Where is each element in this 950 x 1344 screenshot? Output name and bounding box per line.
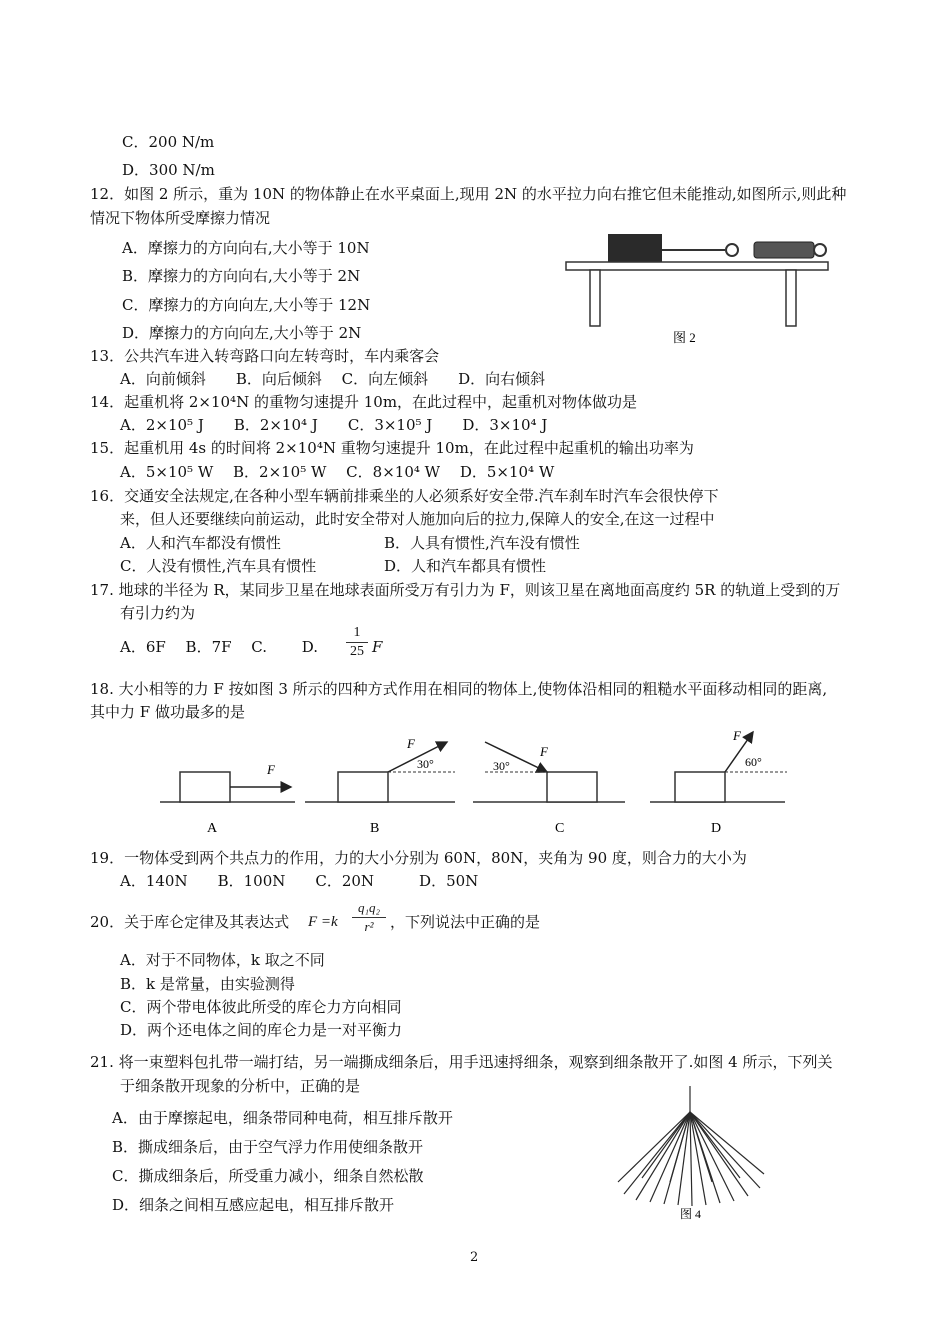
figure-4-label: 图 4 (680, 1207, 702, 1221)
q14-options: A．2×10⁵ J B．2×10⁴ J C．3×10⁵ J D．3×10⁴ J (120, 416, 548, 434)
q15-options: A．5×10⁵ W B．2×10⁵ W C．8×10⁴ W D．5×10⁴ W (120, 463, 555, 481)
q18-stem-line2: 其中力 F 做功最多的是 (90, 703, 245, 721)
diagram-label-d: D (711, 821, 722, 836)
q21-stem-line1: 21. 将一束塑料包扎带一端打结，另一端撕成细条后，用手迅速捋细条，观察到细条散开了.如图 4 所示，下列关 (90, 1053, 833, 1071)
diagram-label-c: C (555, 821, 565, 836)
table-leg-left (590, 270, 600, 326)
q16-option-a: A．人和汽车都没有惯性 (120, 534, 281, 552)
spring-scale-ring (814, 244, 826, 256)
table-top (566, 262, 828, 270)
diagram-a (160, 762, 295, 836)
q12-option-a: A．摩擦力的方向向右,大小等于 10N (122, 239, 370, 257)
angle-label-b: 30° (417, 757, 434, 771)
q20-formula-numerator: q₁q₂ (357, 900, 381, 915)
diagram-label-b: B (370, 821, 380, 836)
q19-stem: 19．一物体受到两个共点力的作用，力的大小分别为 60N，80N，夹角为 90 度，则合力的大小为 (90, 849, 747, 867)
q16-option-b: B．人具有惯性,汽车没有惯性 (384, 534, 580, 552)
strip-bundle (618, 1086, 764, 1206)
q17-stem-line1: 17. 地球的半径为 R，某同步卫星在地球表面所受万有引力为 F，则该卫星在离地面高度约 5R 的轨道上受到的万 (90, 581, 841, 599)
page-number: 2 (470, 1250, 479, 1265)
q12-option-d: D．摩擦力的方向向左,大小等于 2N (122, 324, 362, 342)
q20-formula-denominator: r² (364, 919, 374, 934)
q21-option-d: D．细条之间相互感应起电，相互排斥散开 (112, 1196, 395, 1214)
q12-stem-line2: 情况下物体所受摩擦力情况 (90, 209, 271, 227)
force-label-d: F (733, 728, 741, 743)
angle-label-c: 30° (493, 759, 510, 773)
force-label-c: F (540, 744, 548, 759)
q16-option-d: D．人和汽车都具有惯性 (384, 557, 547, 575)
force-label-b: F (407, 736, 415, 751)
force-label-a: F (267, 762, 275, 777)
table-leg-right (786, 270, 796, 326)
q20-option-c: C．两个带电体彼此所受的库仑力方向相同 (120, 998, 402, 1016)
q13-stem: 13．公共汽车进入转弯路口向左转弯时，车内乘客会 (90, 347, 440, 365)
q20-stem-pre: 20．关于库仑定律及其表达式 (90, 913, 290, 931)
q14-stem: 14．起重机将 2×10⁴N 的重物匀速提升 10m，在此过程中，起重机对物体做功是 (90, 393, 638, 411)
q20-option-b: B．k 是常量，由实验测得 (120, 975, 295, 993)
q17-options: A．6F B．7F C. D. (120, 638, 319, 656)
q12-option-c: C．摩擦力的方向向左,大小等于 12N (122, 296, 371, 314)
spring-scale (754, 242, 814, 258)
q17-fraction-denominator: 25 (350, 644, 364, 659)
spring-scale-hook (726, 244, 738, 256)
angle-label-d: 60° (745, 755, 762, 769)
q21-option-c: C．撕成细条后，所受重力减小，细条自然松散 (112, 1167, 424, 1185)
q16-stem-line2: 来，但人还要继续向前运动，此时安全带对人施加向后的拉力,保障人的安全,在这一过程中 (120, 510, 715, 528)
q21-option-b: B．撕成细条后，由于空气浮力作用使细条散开 (112, 1138, 424, 1156)
diagram-b (305, 736, 455, 836)
fraction-bar (352, 917, 386, 918)
fraction-bar (346, 642, 368, 643)
q12-stem-line1: 12．如图 2 所示，重为 10N 的物体静止在水平桌面上,现用 2N 的水平拉力向右推它但未能推动,如图所示,则此种 (90, 185, 847, 203)
figure-4-plastic-strips (612, 1082, 772, 1222)
box-d (675, 772, 725, 802)
q17-stem-line2: 有引力约为 (120, 604, 196, 622)
q20-formula-lhs: F =k (308, 914, 338, 930)
block (608, 234, 662, 262)
q16-stem-line1: 16．交通安全法规定,在各种小型车辆前排乘坐的人必须系好安全带.汽车刹车时汽车会很快停下 (90, 487, 719, 505)
q18-stem-line1: 18. 大小相等的力 F 按如图 3 所示的四种方式作用在相同的物体上,使物体沿相同的粗糙水平面移动相同的距离, (90, 680, 828, 698)
box-b (338, 772, 388, 802)
figure-2-table-diagram (560, 226, 835, 351)
q11-option-d: D．300 N/m (122, 161, 215, 179)
q17-fraction-numerator: 1 (353, 625, 361, 640)
q17-fraction (346, 625, 368, 660)
figure-3-force-diagrams (155, 728, 795, 840)
diagram-c (473, 742, 625, 836)
diagram-d (650, 728, 787, 836)
q15-stem: 15．起重机用 4s 的时间将 2×10⁴N 重物匀速提升 10m，在此过程中起重机的输出功率为 (90, 439, 694, 457)
q17-fraction-variable: F (372, 638, 383, 656)
figure-2-label: 图 2 (673, 330, 696, 345)
box-a (180, 772, 230, 802)
q21-stem-line2: 于细条散开现象的分析中，正确的是 (120, 1077, 361, 1095)
q11-option-c: C．200 N/m (122, 133, 215, 151)
box-c (547, 772, 597, 802)
q21-option-a: A．由于摩擦起电，细条带同种电荷，相互排斥散开 (112, 1109, 453, 1127)
q20-stem-post: ，下列说法中正确的是 (390, 913, 541, 931)
q12-option-b: B．摩擦力的方向向右,大小等于 2N (122, 267, 361, 285)
q19-options: A．140N B．100N C．20N D．50N (120, 872, 479, 890)
q16-option-c: C．人没有惯性,汽车具有惯性 (120, 557, 317, 575)
q20-formula-fraction (352, 900, 386, 935)
q20-option-a: A．对于不同物体，k 取之不同 (120, 951, 325, 969)
q20-option-d: D．两个还电体之间的库仑力是一对平衡力 (120, 1021, 403, 1039)
diagram-label-a: A (207, 821, 218, 836)
q13-options: A．向前倾斜 B．向后倾斜 C．向左倾斜 D．向右倾斜 (120, 370, 546, 388)
